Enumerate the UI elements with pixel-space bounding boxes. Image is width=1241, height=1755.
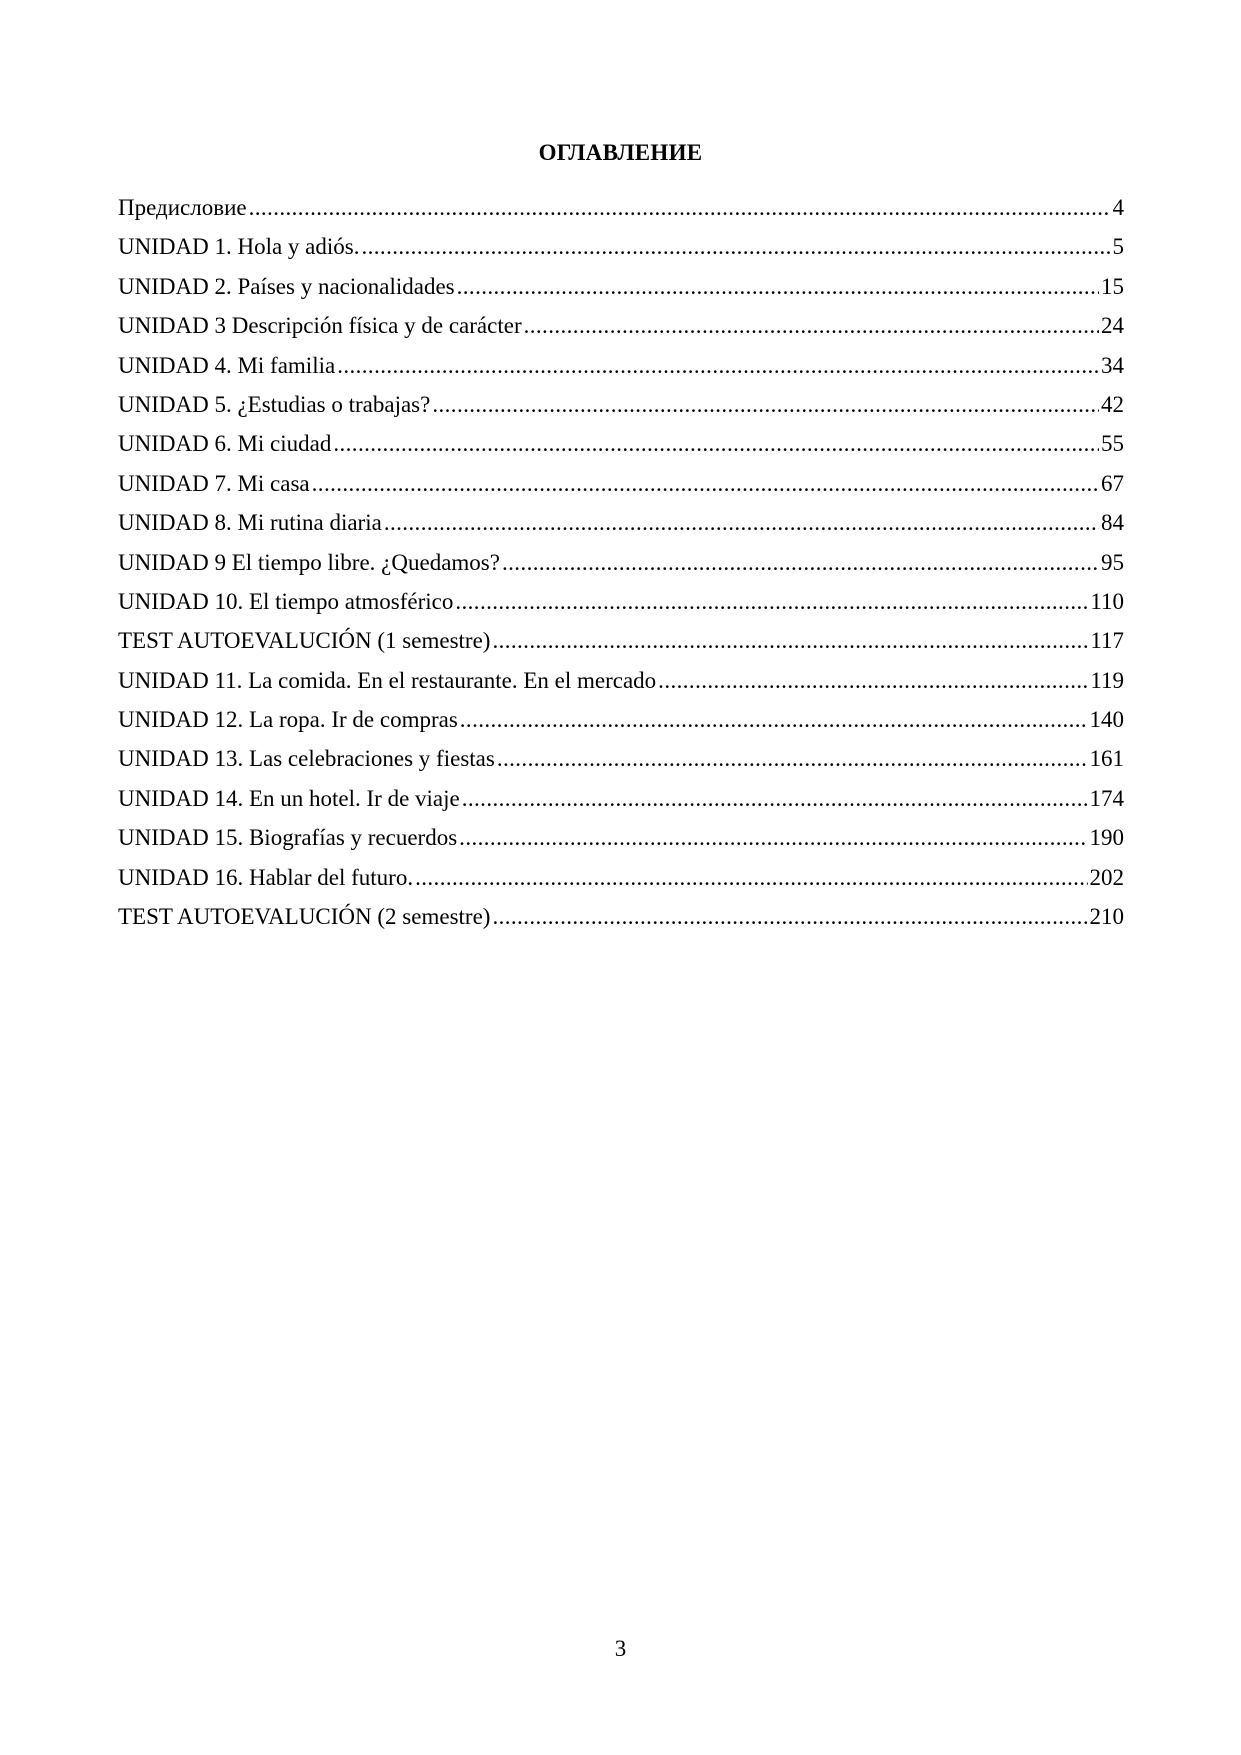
toc-dot-leader xyxy=(459,818,1087,857)
toc-entry-label: TEST AUTOEVALUCIÓN (2 semestre) xyxy=(118,904,491,930)
toc-entry-label: UNIDAD 3 Descripción física y de carácter xyxy=(118,313,522,339)
toc-entry-page: 174 xyxy=(1089,785,1124,811)
toc-entry-label: UNIDAD 15. Biografías y recuerdos xyxy=(118,825,458,851)
toc-dot-leader xyxy=(361,227,1110,266)
toc-entry[interactable] xyxy=(118,306,1124,345)
toc-dot-leader xyxy=(249,188,1111,227)
page-number: 3 xyxy=(614,1636,627,1661)
toc-entry[interactable] xyxy=(118,582,1124,621)
toc-entry-page: 95 xyxy=(1101,549,1124,575)
toc-entry[interactable] xyxy=(118,385,1124,424)
toc-entry[interactable] xyxy=(118,858,1124,897)
toc-entry[interactable] xyxy=(118,503,1124,542)
toc-entry-label: UNIDAD 14. En un hotel. Ir de viaje xyxy=(118,785,460,811)
toc-entry-page: 140 xyxy=(1089,707,1124,733)
toc-dot-leader xyxy=(492,897,1087,936)
toc-entry[interactable] xyxy=(118,227,1124,266)
toc-entry-label: UNIDAD 5. ¿Estudias o trabajas? xyxy=(118,391,431,417)
toc-dot-leader xyxy=(658,661,1088,700)
toc-entry-page: 110 xyxy=(1090,588,1124,614)
toc-entry[interactable] xyxy=(118,424,1124,463)
toc-entry-page: 55 xyxy=(1101,431,1124,457)
toc-entry-label: UNIDAD 7. Mi casa xyxy=(118,470,310,496)
toc-entry-page: 84 xyxy=(1101,510,1124,536)
toc-entry-page: 15 xyxy=(1101,273,1124,299)
toc-entry[interactable] xyxy=(118,739,1124,778)
toc-entry-page: 202 xyxy=(1089,864,1124,890)
toc-entry[interactable] xyxy=(118,188,1124,227)
toc-entry-label: UNIDAD 8. Mi rutina diaria xyxy=(118,510,382,536)
toc-entry-page: 161 xyxy=(1089,746,1124,772)
toc-entry[interactable] xyxy=(118,700,1124,739)
toc-entry-page: 5 xyxy=(1112,234,1124,260)
toc-entry-page: 117 xyxy=(1090,628,1124,654)
toc-entry[interactable] xyxy=(118,897,1124,936)
toc-entry-label: TEST AUTOEVALUCIÓN (1 semestre) xyxy=(118,628,491,654)
toc-entry-page: 24 xyxy=(1101,313,1124,339)
toc-dot-leader xyxy=(384,503,1099,542)
toc-dot-leader xyxy=(497,739,1088,778)
toc-entry-label: UNIDAD 11. La comida. En el restaurante. En el mercado xyxy=(118,667,657,693)
toc-entry[interactable] xyxy=(118,621,1124,660)
toc-entry-label: UNIDAD 12. La ropa. Ir de compras xyxy=(118,707,458,733)
toc-entry[interactable] xyxy=(118,464,1124,503)
toc-dot-leader xyxy=(312,464,1099,503)
toc-entry[interactable] xyxy=(118,267,1124,306)
toc-dot-leader xyxy=(460,700,1088,739)
toc-entry[interactable] xyxy=(118,661,1124,700)
toc-dot-leader xyxy=(337,346,1099,385)
toc-entry-label: Предисловие xyxy=(118,195,247,220)
toc-entry-page: 190 xyxy=(1089,825,1124,851)
toc-dot-leader xyxy=(462,779,1088,818)
toc-entry[interactable] xyxy=(118,346,1124,385)
toc-dot-leader xyxy=(502,543,1099,582)
toc-dot-leader xyxy=(457,267,1099,306)
toc-entry-page: 210 xyxy=(1089,904,1124,930)
toc-entry[interactable] xyxy=(118,543,1124,582)
toc-dot-leader xyxy=(432,385,1099,424)
toc-dot-leader xyxy=(455,582,1088,621)
table-of-contents xyxy=(118,188,1124,936)
toc-entry-page: 4 xyxy=(1112,195,1124,220)
toc-entry-page: 34 xyxy=(1101,352,1124,378)
toc-entry-label: UNIDAD 1. Hola y adiós. xyxy=(118,234,360,260)
toc-dot-leader xyxy=(333,424,1099,463)
toc-entry-label: UNIDAD 6. Mi ciudad xyxy=(118,431,332,457)
toc-title: ОГЛАВЛЕНИЕ xyxy=(538,140,703,165)
toc-entry-page: 67 xyxy=(1101,470,1124,496)
toc-entry-label: UNIDAD 2. Países y nacionalidades xyxy=(118,273,455,299)
toc-dot-leader xyxy=(524,306,1099,345)
toc-entry-label: UNIDAD 16. Hablar del futuro. xyxy=(118,864,414,890)
toc-entry-label: UNIDAD 4. Mi familia xyxy=(118,352,336,378)
toc-dot-leader xyxy=(415,858,1087,897)
toc-entry-page: 42 xyxy=(1101,391,1124,417)
toc-entry-label: UNIDAD 13. Las celebraciones y fiestas xyxy=(118,746,495,772)
toc-entry-label: UNIDAD 9 El tiempo libre. ¿Quedamos? xyxy=(118,549,500,575)
toc-dot-leader xyxy=(492,621,1088,660)
toc-entry-page: 119 xyxy=(1090,667,1124,693)
toc-entry[interactable] xyxy=(118,818,1124,857)
toc-entry-label: UNIDAD 10. El tiempo atmosférico xyxy=(118,588,454,614)
toc-entry[interactable] xyxy=(118,779,1124,818)
